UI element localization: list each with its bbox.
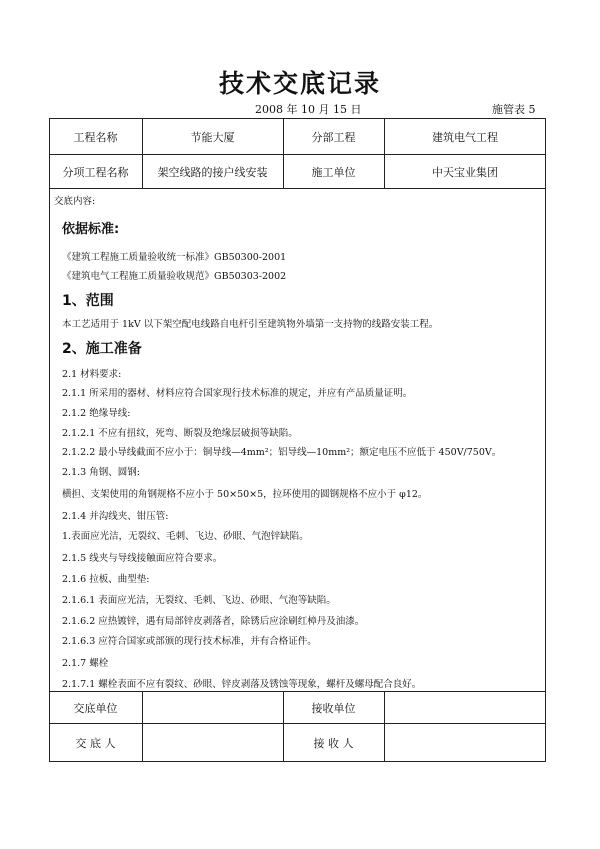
contractor-value: 中天宝业集团	[432, 166, 498, 179]
table-divider	[49, 188, 546, 189]
content-line: 2.1.2.1 不应有扭纹，死弯、断裂及绝缘层破损等缺陷。	[62, 428, 298, 439]
project-name-value: 节能大厦	[190, 131, 235, 144]
heading-basis: 依据标准:	[62, 222, 120, 237]
table-divider	[49, 154, 546, 155]
content-line: 横担、支架使用的角钢规格不应小于 50×50×5，拉环使用的圆钢规格不应小于 φ12。	[62, 489, 428, 500]
table-divider	[49, 691, 546, 692]
content-line: 2.1.7 螺栓	[62, 658, 109, 669]
content-line: 1.表面应光洁，无裂纹、毛刺、飞边、砂眼、气泡锌缺陷。	[62, 531, 309, 542]
project-name-label: 工程名称	[73, 131, 118, 144]
subitem-label: 分项工程名称	[62, 166, 129, 179]
content-line: 2.1.3 角钢、圆钢:	[62, 467, 140, 478]
content-line: 2.1 材料要求:	[62, 369, 122, 380]
division-label: 分部工程	[311, 131, 356, 144]
content-line: 2.1.6.2 应热镀锌，遇有局部锌皮剥落者，除锈后应涂刷红樟丹及油漆。	[62, 616, 365, 627]
division-value: 建筑电气工程	[432, 131, 498, 144]
standard-line: 《建筑电气工程施工质量验收规范》GB50303-2002	[62, 271, 287, 282]
content-line: 2.1.4 并沟线夹、钳压管:	[62, 511, 169, 522]
issuer-label: 交 底 人	[75, 737, 116, 750]
document-title: 技术交底记录	[218, 69, 381, 98]
scope-text: 本工艺适用于 1kV 以下架空配电线路自电杆引至建筑物外墙第一支持物的线路安装工程。	[62, 319, 439, 330]
content-line: 2.1.2.2 最小导线截面不应小于：铜导线—4mm²；铝导线—10mm²；额定电压不应低于 450V/750V。	[62, 447, 502, 458]
content-line: 2.1.6.1 表面应光洁，无裂纹、毛刺、飞边、砂眼、气泡等缺陷。	[62, 595, 336, 606]
table-divider	[384, 691, 385, 761]
content-label: 交底内容:	[54, 196, 96, 207]
content-line: 2.1.2 绝缘导线:	[62, 408, 131, 419]
contractor-label: 施工单位	[311, 166, 356, 179]
standard-line: 《建筑工程施工质量验收统一标准》GB50300-2001	[62, 252, 287, 263]
content-line: 2.1.6 拉板、曲型垫:	[62, 574, 150, 585]
content-line: 2.1.6.3 应符合国家或部颁的现行技术标准，并有合格证件。	[62, 636, 317, 647]
heading-preparation: 2、施工准备	[62, 341, 142, 357]
form-number: 施管表 5	[492, 103, 536, 116]
document-date: 2008 年 10 月 15 日	[255, 103, 362, 116]
heading-scope: 1、范围	[62, 293, 114, 309]
content-line: 2.1.7.1 螺栓表面不应有裂纹、砂眼、锌皮剥落及锈蚀等现象，螺杆及螺母配合良好。	[62, 679, 422, 690]
table-divider	[49, 723, 546, 724]
content-line: 2.1.5 线夹与导线接触面应符合要求。	[62, 553, 223, 564]
issuing-unit-label: 交底单位	[73, 702, 118, 715]
content-line: 2.1.1 所采用的器材、材料应符合国家现行技术标准的规定，并应有产品质量证明。	[62, 388, 413, 399]
receiving-unit-label: 接收单位	[311, 702, 356, 715]
table-divider	[142, 691, 143, 761]
record-frame	[49, 118, 546, 762]
receiver-label: 接 收 人	[313, 737, 354, 750]
subitem-value: 架空线路的接户线安装	[157, 166, 268, 179]
